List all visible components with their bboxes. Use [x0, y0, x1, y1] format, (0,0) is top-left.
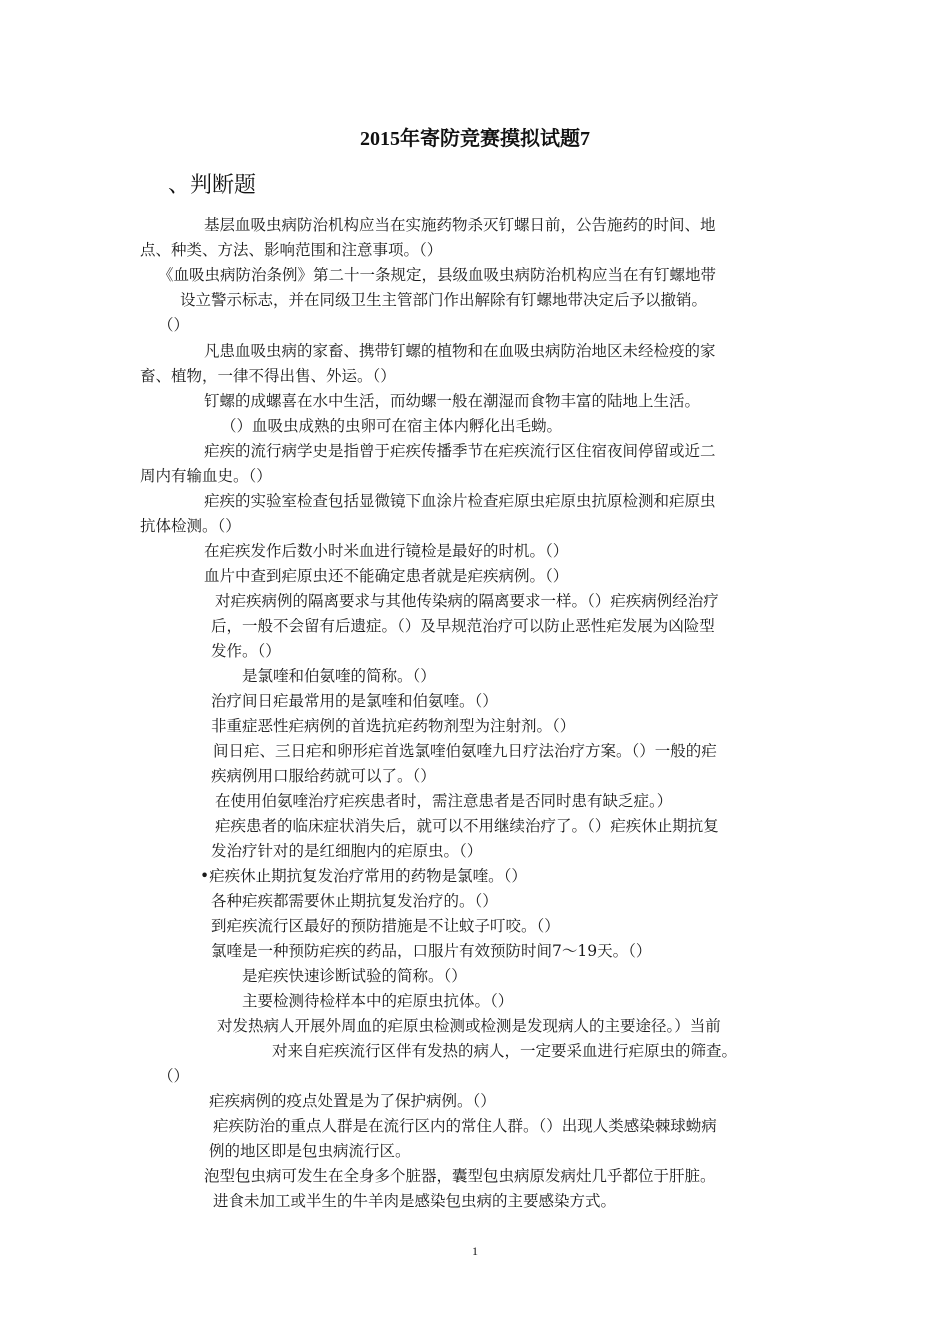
text-line: 畜、植物，一律不得出售、外运。（）	[140, 367, 396, 385]
text-line: 间日疟、三日疟和卵形疟首选氯喹伯氨喹九日疗法治疗方案。（）一般的疟	[213, 742, 717, 760]
text-line: 血片中查到疟原虫还不能确定患者就是疟疾病例。（）	[204, 567, 569, 585]
text-line: •疟疾休止期抗复发治疗常用的药物是氯喹。（）	[200, 867, 527, 885]
text-line: 疟疾防治的重点人群是在流行区内的常住人群。（）出现人类感染棘球蚴病	[213, 1117, 717, 1135]
text-line: 设立警示标志，并在同级卫生主管部门作出解除有钉螺地带决定后予以撤销。	[180, 291, 708, 309]
text-line: 发治疗针对的是红细胞内的疟原虫。（）	[211, 842, 483, 860]
text-line: 主要检测待检样本中的疟原虫抗体。（）	[242, 992, 514, 1010]
text-line: 到疟疾流行区最好的预防措施是不让蚊子叮咬。（）	[211, 917, 560, 935]
text-line: 疟疾病例的疫点处置是为了保护病例。（）	[209, 1092, 496, 1110]
page-number: 1	[472, 1244, 478, 1258]
text-line: 在使用伯氨喹治疗疟疾患者时，需注意患者是否同时患有缺乏症。）	[215, 792, 673, 810]
text-line: 各种疟疾都需要休止期抗复发治疗的。（）	[211, 892, 498, 910]
text-line: 非重症恶性疟病例的首选抗疟药物剂型为注射剂。（）	[211, 717, 576, 735]
text-line: 疟疾的实验室检查包括显微镜下血涂片检查疟原虫疟原虫抗原检测和疟原虫	[204, 492, 716, 510]
text-line: （）	[158, 316, 190, 334]
text-line: 对来自疟疾流行区伴有发热的病人，一定要采血进行疟原虫的筛查。	[272, 1042, 738, 1060]
text-line: 在疟疾发作后数小时米血进行镜检是最好的时机。（）	[204, 542, 569, 560]
text-line: 例的地区即是包虫病流行区。	[209, 1142, 411, 1160]
document-title: 2015年寄防竞赛摸拟试题7	[360, 128, 590, 150]
text-line: （）血吸虫成熟的虫卵可在宿主体内孵化出毛蚴。	[221, 417, 563, 435]
text-line: 周内有输血史。（）	[140, 467, 272, 485]
text-line: （）	[158, 1067, 190, 1085]
section-heading: 、判断题	[168, 173, 257, 198]
text-line: 基层血吸虫病防治机构应当在实施药物杀灭钉螺日前，公告施药的时间、地	[204, 216, 716, 234]
text-line: 《血吸虫病防治条例》第二十一条规定，县级血吸虫病防治机构应当在有钉螺地带	[158, 266, 717, 284]
text-line: 对疟疾病例的隔离要求与其他传染病的隔离要求一样。（）疟疾病例经治疗	[215, 592, 719, 610]
text-line: 点、种类、方法、影响范围和注意事项。（）	[140, 241, 443, 259]
text-line: 抗体检测。（）	[140, 517, 241, 535]
text-line: 发作。（）	[211, 642, 281, 660]
text-line: 氯喹是一种预防疟疾的药品，口服片有效预防时间7〜19天。（）	[211, 942, 652, 960]
text-line: 泡型包虫病可发生在全身多个脏器，囊型包虫病原发病灶几乎都位于肝脏。	[204, 1167, 716, 1185]
text-line: 后，一般不会留有后遗症。（）及早规范治疗可以防止恶性疟发展为凶险型	[211, 617, 715, 635]
text-line: 疟疾的流行病学史是指曾于疟疾传播季节在疟疾流行区住宿夜间停留或近二	[204, 442, 716, 460]
text-line: 凡患血吸虫病的家畜、携带钉螺的植物和在血吸虫病防治地区未经检疫的家	[204, 342, 716, 360]
text-line: 钉螺的成螺喜在水中生活，而幼螺一般在潮湿而食物丰富的陆地上生活。	[204, 392, 701, 410]
text-line: 治疗间日疟最常用的是氯喹和伯氨喹。（）	[211, 692, 498, 710]
text-line: 进食未加工或半生的牛羊肉是感染包虫病的主要感染方式。	[213, 1192, 617, 1210]
text-line: 对发热病人开展外周血的疟原虫检测或检测是发现病人的主要途径。）当前	[217, 1017, 721, 1035]
text-line: 是疟疾快速诊断试验的简称。（）	[242, 967, 467, 985]
text-line: 疟疾患者的临床症状消失后，就可以不用继续治疗了。（）疟疾休止期抗复	[215, 817, 719, 835]
text-line: 是氯喹和伯氨喹的简称。（）	[242, 667, 436, 685]
text-line: 疾病例用口服给药就可以了。（）	[211, 767, 436, 785]
